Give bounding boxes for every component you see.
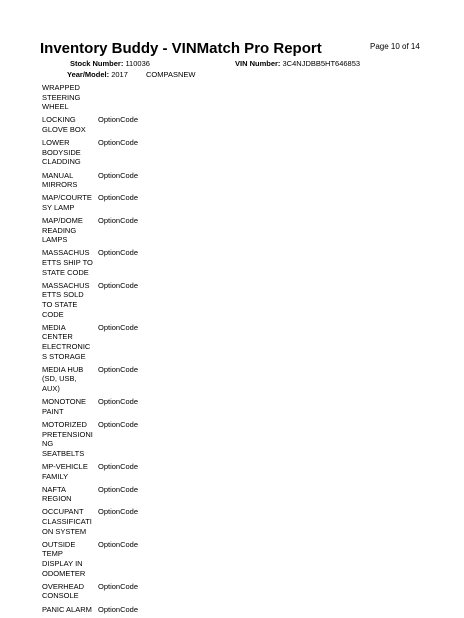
option-description: [42, 420, 98, 458]
option-code: OptionCode: [98, 507, 139, 517]
option-description: [42, 323, 98, 361]
option-description-line: STEERING: [42, 92, 81, 102]
option-description-line: (SD, USB,: [42, 374, 77, 384]
option-description-line: MANUAL: [42, 170, 74, 180]
option-description-line: CONSOLE: [42, 591, 79, 601]
year-model: [67, 70, 128, 79]
option-code: OptionCode: [98, 484, 139, 494]
option-description: [42, 115, 98, 134]
option-description-line: MP-VEHICLE: [42, 461, 88, 471]
option-description: [42, 281, 98, 319]
option-description-line: SEATBELTS: [42, 448, 85, 458]
option-description-line: OVERHEAD: [42, 581, 85, 591]
option-description: [42, 171, 98, 190]
option-row: [42, 397, 182, 416]
option-row: [42, 507, 182, 536]
option-row: [42, 485, 182, 504]
option-description: [42, 193, 98, 212]
option-description-line: MONOTONE: [42, 397, 87, 407]
option-description-line: MAP/DOME: [42, 216, 83, 226]
option-description: [42, 397, 98, 416]
option-description-line: ODOMETER: [42, 568, 86, 578]
option-row: [42, 115, 182, 134]
option-description-line: ELECTRONIC: [42, 342, 91, 351]
option-description-line: PANIC ALARM: [42, 604, 92, 614]
option-description-line: MIRRORS: [42, 180, 78, 190]
option-description-line: LAMPS: [42, 235, 68, 245]
option-row: [42, 462, 182, 481]
option-code: OptionCode: [98, 248, 139, 258]
option-description: [42, 138, 98, 167]
option-list: [42, 83, 182, 618]
option-description-line: FAMILY: [42, 471, 69, 481]
option-code: OptionCode: [98, 419, 139, 429]
option-code: OptionCode: [98, 138, 139, 148]
option-row: [42, 365, 182, 394]
option-description-line: STATE CODE: [42, 267, 89, 277]
option-row: [42, 281, 182, 319]
option-description-line: TEMP: [42, 549, 63, 559]
option-description-line: GLOVE BOX: [42, 124, 86, 134]
year-model-label: Year/Model:: [67, 70, 110, 79]
option-description-line: DISPLAY IN: [42, 559, 83, 569]
option-description: [42, 605, 98, 615]
option-description-line: CENTER: [42, 332, 73, 342]
option-code: OptionCode: [98, 322, 139, 332]
stock-number-label: Stock Number:: [70, 59, 124, 68]
report-title: Inventory Buddy - VINMatch Pro Report: [40, 40, 322, 57]
option-description-line: NG: [42, 439, 54, 449]
option-description-line: LOCKING: [42, 115, 76, 125]
option-description-line: READING: [42, 225, 77, 235]
option-description-line: S STORAGE: [42, 351, 86, 361]
option-row: [42, 171, 182, 190]
option-code: OptionCode: [98, 280, 139, 290]
option-description-line: MOTORIZED: [42, 419, 87, 429]
option-row: [42, 605, 182, 615]
stock-number: [70, 59, 150, 68]
vin-number-label: VIN Number:: [235, 59, 281, 68]
option-description-line: AUX): [42, 383, 60, 393]
option-code: OptionCode: [98, 539, 139, 549]
option-code: OptionCode: [98, 364, 139, 374]
option-description-line: PAINT: [42, 406, 64, 416]
option-description-line: OUTSIDE: [42, 539, 76, 549]
option-code: OptionCode: [98, 115, 139, 125]
option-code: OptionCode: [98, 604, 139, 614]
option-description-line: MASSACHUS: [42, 280, 90, 290]
option-description-line: PRETENSIONI: [42, 429, 93, 439]
page-number: Page 10 of 14: [370, 42, 420, 51]
option-description-line: WRAPPED: [42, 83, 80, 92]
option-description-line: CODE: [42, 309, 64, 319]
option-code: OptionCode: [98, 170, 139, 180]
option-description-line: MEDIA: [42, 322, 66, 332]
option-description-line: ETTS SHIP TO: [42, 258, 93, 268]
vin-number-value: 3C4NJDBB5HT646853: [282, 59, 361, 68]
option-description-line: OCCUPANT: [42, 507, 84, 517]
option-row: [42, 323, 182, 361]
option-description: [42, 540, 98, 578]
option-code: [98, 83, 182, 112]
option-description: [42, 582, 98, 601]
option-description-line: ETTS SOLD: [42, 290, 84, 300]
option-code: OptionCode: [98, 216, 139, 226]
option-row: [42, 193, 182, 212]
year-value: 2017: [111, 70, 128, 79]
option-description-line: CLADDING: [42, 157, 81, 167]
option-code: OptionCode: [98, 397, 139, 407]
option-description-line: NAFTA: [42, 484, 67, 494]
option-description-line: WHEEL: [42, 102, 69, 112]
option-row: [42, 248, 182, 277]
option-description-line: TO STATE: [42, 300, 78, 310]
option-description-line: MAP/COURTE: [42, 193, 92, 203]
option-code: OptionCode: [98, 461, 139, 471]
option-description: [42, 485, 98, 504]
vin-number: [235, 59, 360, 68]
option-row: [42, 420, 182, 458]
option-description-line: MEDIA HUB: [42, 364, 84, 374]
option-row: [42, 582, 182, 601]
option-description-line: BODYSIDE: [42, 147, 81, 157]
option-description-line: REGION: [42, 494, 72, 504]
option-description: [42, 83, 98, 112]
option-row: [42, 83, 182, 112]
option-description-line: ON SYSTEM: [42, 526, 87, 536]
option-description-line: CLASSIFICATI: [42, 517, 92, 527]
option-description: [42, 248, 98, 277]
option-row: [42, 540, 182, 578]
option-description: [42, 507, 98, 536]
option-code: OptionCode: [98, 193, 139, 203]
option-description-line: SY LAMP: [42, 202, 75, 212]
stock-number-value: 110036: [125, 59, 150, 68]
option-row: [42, 216, 182, 245]
option-description: [42, 216, 98, 245]
option-description: [42, 365, 98, 394]
option-description-line: MASSACHUS: [42, 248, 90, 258]
option-description-line: LOWER: [42, 138, 70, 148]
option-code: OptionCode: [98, 581, 139, 591]
option-row: [42, 138, 182, 167]
model-value: COMPASNEW: [146, 70, 196, 79]
option-description: [42, 462, 98, 481]
